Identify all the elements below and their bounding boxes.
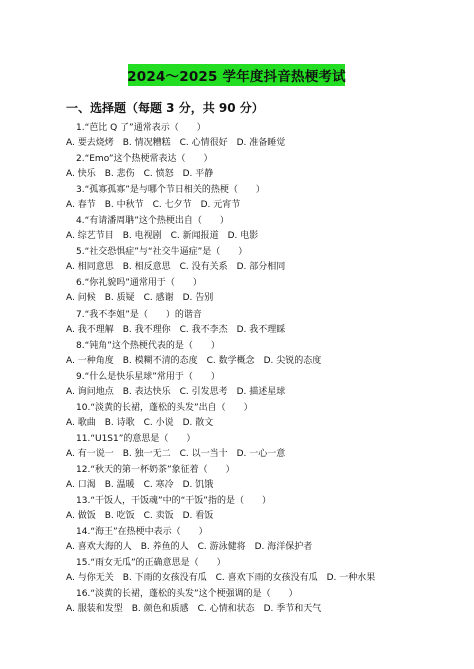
question-item (0, 340, 474, 371)
question-options: A. 与你无关 B. 下雨的女孩没有瓜 C. 喜欢下雨的女孩没有瓜 D. 一种水果 (66, 573, 376, 584)
question-text: 16.“淡黄的长裙，蓬松的头发”这个梗强调的是（ ） (76, 589, 298, 600)
question-text: 8.“钝角”这个热梗代表的是（ ） (76, 340, 220, 351)
question-list (0, 122, 474, 620)
question-item (0, 153, 474, 184)
question-options: A. 服装和发型 B. 颜色和质感 C. 心情和状态 D. 季节和天气 (66, 604, 322, 615)
question-item (0, 122, 474, 153)
question-text: 3.“孤寡孤寡”是与哪个节日相关的热梗（ ） (76, 185, 265, 196)
question-options: A. 快乐 B. 悲伤 C. 愤怒 D. 平静 (66, 169, 214, 180)
question-options: A. 有一说一 B. 独一无二 C. 以一当十 D. 一心一意 (66, 448, 286, 459)
question-options: A. 我不理解 B. 我不理你 C. 我不李杰 D. 我不理睬 (66, 324, 286, 335)
question-options: A. 询问地点 B. 表达快乐 C. 引发思考 D. 描述星球 (66, 386, 286, 397)
question-options: A. 歌曲 B. 诗歌 C. 小说 D. 散文 (66, 417, 214, 428)
question-options: A. 问候 B. 质疑 C. 感谢 D. 告别 (66, 293, 214, 304)
exam-title: 2024～2025 学年度抖音热梗考试 (127, 69, 346, 85)
question-options: A. 做饭 B. 吃饭 C. 卖饭 D. 看饭 (66, 511, 214, 522)
question-text: 10.“淡黄的长裙，蓬松的头发”出自（ ） (76, 402, 253, 413)
question-item (0, 215, 474, 246)
question-text: 6.“你礼貌吗”通常用于（ ） (76, 278, 202, 289)
question-item (0, 277, 474, 308)
question-options: A. 要去烧烤 B. 情况糟糕 C. 心情很好 D. 准备睡觉 (66, 138, 286, 148)
question-item (0, 557, 474, 588)
question-item (0, 309, 474, 340)
question-text: 4.“有请潘周聃”这个热梗出自（ ） (76, 216, 229, 227)
question-item (0, 495, 474, 526)
question-text: 11.“U1S1”的意思是（ ） (76, 433, 196, 444)
question-options: A. 春节 B. 中秋节 C. 七夕节 D. 元宵节 (66, 200, 241, 211)
question-text: 7.“我不李姐”是（ ）的谐音 (76, 309, 202, 320)
question-options: A. 一种角度 B. 模糊不清的态度 C. 数学概念 D. 尖锐的态度 (66, 355, 322, 366)
question-item (0, 433, 474, 464)
question-item (0, 526, 474, 557)
question-item (0, 371, 474, 402)
question-item (0, 402, 474, 433)
question-item (0, 464, 474, 495)
question-text: 5.“社交恐惧症”与“社交牛逼症”是（ ） (76, 247, 248, 258)
question-options: A. 综艺节目 B. 电视剧 C. 新闻报道 D. 电影 (66, 231, 259, 242)
question-item (0, 184, 474, 215)
question-text: 15.“雨女无瓜”的正确意思是（ ） (76, 558, 226, 569)
question-options: A. 喜欢大海的人 B. 养鱼的人 C. 游泳健将 D. 海洋保护者 (66, 542, 313, 553)
question-text: 12.“秋天的第一杯奶茶”象征着（ ） (76, 465, 235, 476)
question-text: 9.“什么是快乐星球”常用于（ ） (76, 371, 220, 382)
question-item (0, 588, 474, 619)
question-options: A. 相同意思 B. 相反意思 C. 没有关系 D. 部分相同 (66, 262, 286, 273)
question-text: 2.“Emo”这个热梗常表达（ ） (76, 154, 213, 165)
exam-title-banner (128, 64, 345, 86)
question-item (0, 246, 474, 277)
question-text: 14.“海王”在热梗中表示（ ） (76, 527, 208, 538)
question-text: 13.“干饭人，干饭魂”中的“干饭”指的是（ ） (76, 496, 271, 507)
question-options: A. 口渴 B. 温暖 C. 寒冷 D. 饥饿 (66, 480, 214, 491)
section-title: 一、选择题（每题 3 分，共 90 分） (66, 101, 264, 115)
question-text: 1.“芭比 Q 了”通常表示（ ） (76, 123, 206, 133)
